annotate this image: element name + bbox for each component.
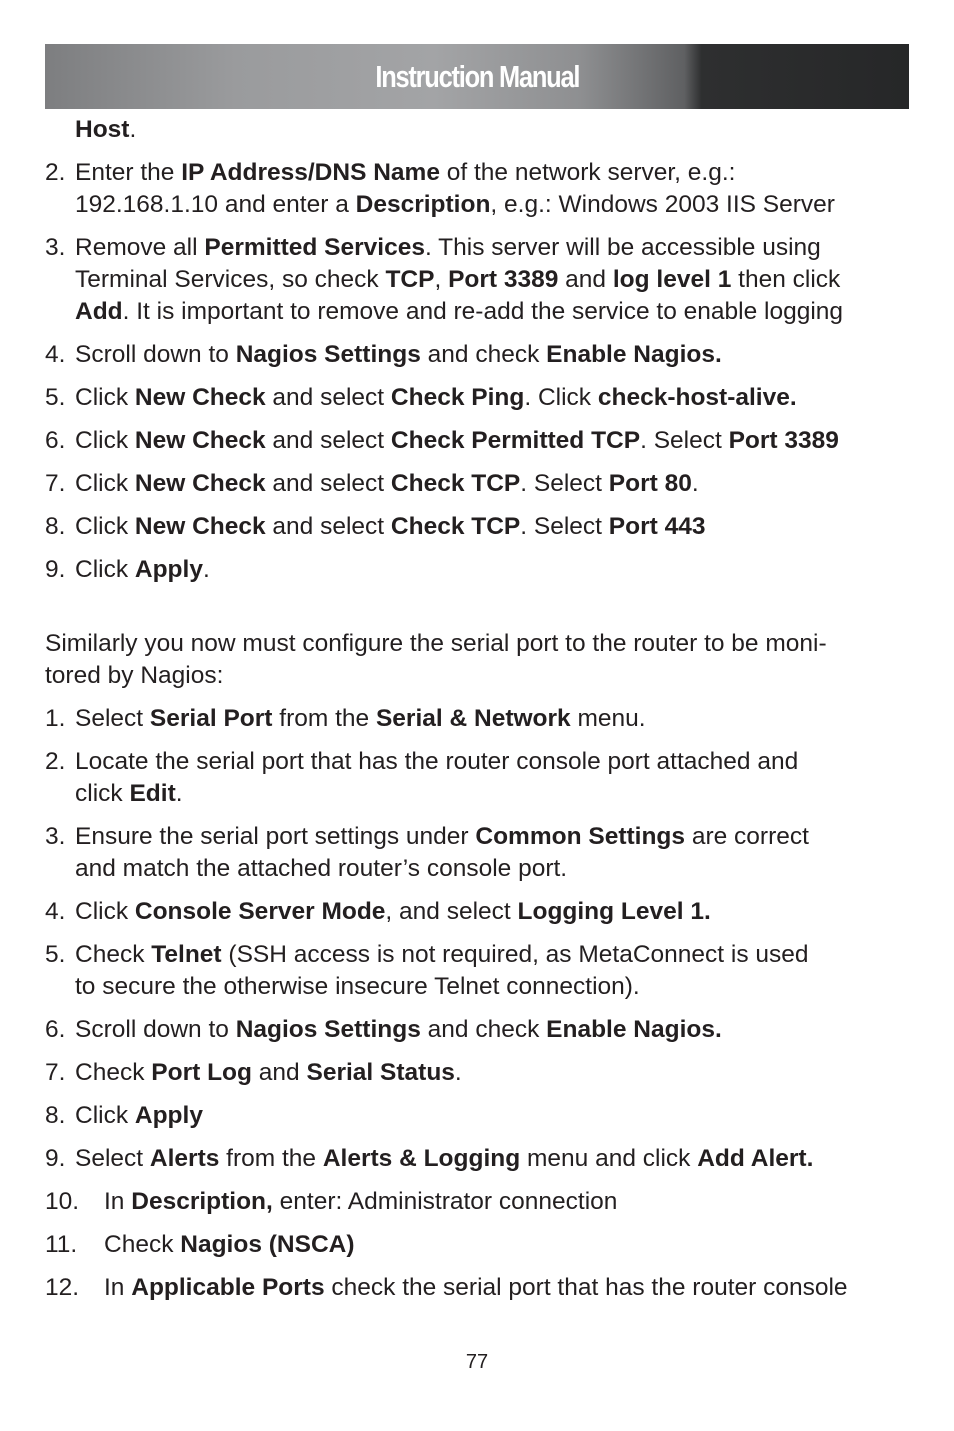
step-number: 12. <box>45 1274 80 1301</box>
step-number: 4. <box>45 341 66 368</box>
step-number: 2. <box>45 159 66 186</box>
step-number: 8. <box>45 1102 66 1129</box>
page-content <box>45 114 915 1315</box>
list-item-serial-4: 4. Click Console Server Mode, and select Logging Level 1. <box>45 896 915 928</box>
list-item-serial-6: 6. Scroll down to Nagios Settings and check Enable Nagios. <box>45 1014 915 1046</box>
list-item-step-3: 3. Remove all Permitted Services. This server will be accessible using Terminal Services, so check TCP, Port 3389 and log level 1 then click Add. It is important to remove and re-add the service to enable logging <box>45 234 844 325</box>
step-number: 10. <box>45 1188 80 1215</box>
step-number: 2. <box>45 748 66 775</box>
step-number: 5. <box>45 384 66 411</box>
intro-paragraph: Similarly you now must configure the serial port to the router to be moni- tored by Nagios: <box>45 630 827 689</box>
step-number: 11. <box>45 1231 78 1258</box>
step-number: 3. <box>45 823 66 850</box>
list-item-serial-8: 8. Click Apply <box>45 1100 915 1132</box>
list-item-step-9: 9. Click Apply. <box>45 554 915 586</box>
step-number: 1. <box>45 705 66 732</box>
list-item-serial-9: 9. Select Alerts from the Alerts & Logging menu and click Add Alert. <box>45 1143 915 1175</box>
step-number: 7. <box>45 1059 66 1086</box>
step-number: 6. <box>45 427 66 454</box>
step-number: 3. <box>45 234 66 261</box>
list-item-serial-3: 3. Ensure the serial port settings under Common Settings are correct and match the attached router’s console port. <box>45 823 809 882</box>
step-number: 9. <box>45 1145 66 1172</box>
list-item-serial-2: 2. Locate the serial port that has the router console port attached and click Edit. <box>45 748 799 807</box>
header-banner <box>45 44 909 109</box>
step-number: 9. <box>45 556 66 583</box>
list-item-serial-7: 7. Check Port Log and Serial Status. <box>45 1057 915 1089</box>
step-number: 4. <box>45 898 66 925</box>
list-item-serial-1: 1. Select Serial Port from the Serial & Network menu. <box>45 703 915 735</box>
step-number: 7. <box>45 470 66 497</box>
list-item-serial-10: 10. In Description, enter: Administrator connection <box>45 1186 915 1218</box>
list-item-serial-12: 12. In Applicable Ports check the serial port that has the router console <box>45 1272 915 1304</box>
step-number: 8. <box>45 513 66 540</box>
list-item-step-8: 8. Click New Check and select Check TCP. Select Port 443 <box>45 511 915 543</box>
header-title: Instruction Manual <box>375 58 579 94</box>
list-item-step-4: 4. Scroll down to Nagios Settings and check Enable Nagios. <box>45 339 915 371</box>
step-number: 6. <box>45 1016 66 1043</box>
list-item-step-2: 2. Enter the IP Address/DNS Name of the network server, e.g.: 192.168.1.10 and enter a Description, e.g.: Windows 2003 IIS Server <box>45 159 835 218</box>
step-number: 5. <box>45 941 66 968</box>
continued-line: Host. <box>75 116 137 143</box>
list-item-step-7: 7. Click New Check and select Check TCP. Select Port 80. <box>45 468 915 500</box>
page-number: 77 <box>465 1351 489 1373</box>
list-item-step-5: 5. Click New Check and select Check Ping. Click check-host-alive. <box>45 382 915 414</box>
list-item-serial-5: 5. Check Telnet (SSH access is not required, as MetaConnect is used to secure the otherwise insecure Telnet connection). <box>45 941 809 1000</box>
list-item-serial-11: 11. Check Nagios (NSCA) <box>45 1229 915 1261</box>
list-item-step-6: 6. Click New Check and select Check Permitted TCP. Select Port 3389 <box>45 425 915 457</box>
